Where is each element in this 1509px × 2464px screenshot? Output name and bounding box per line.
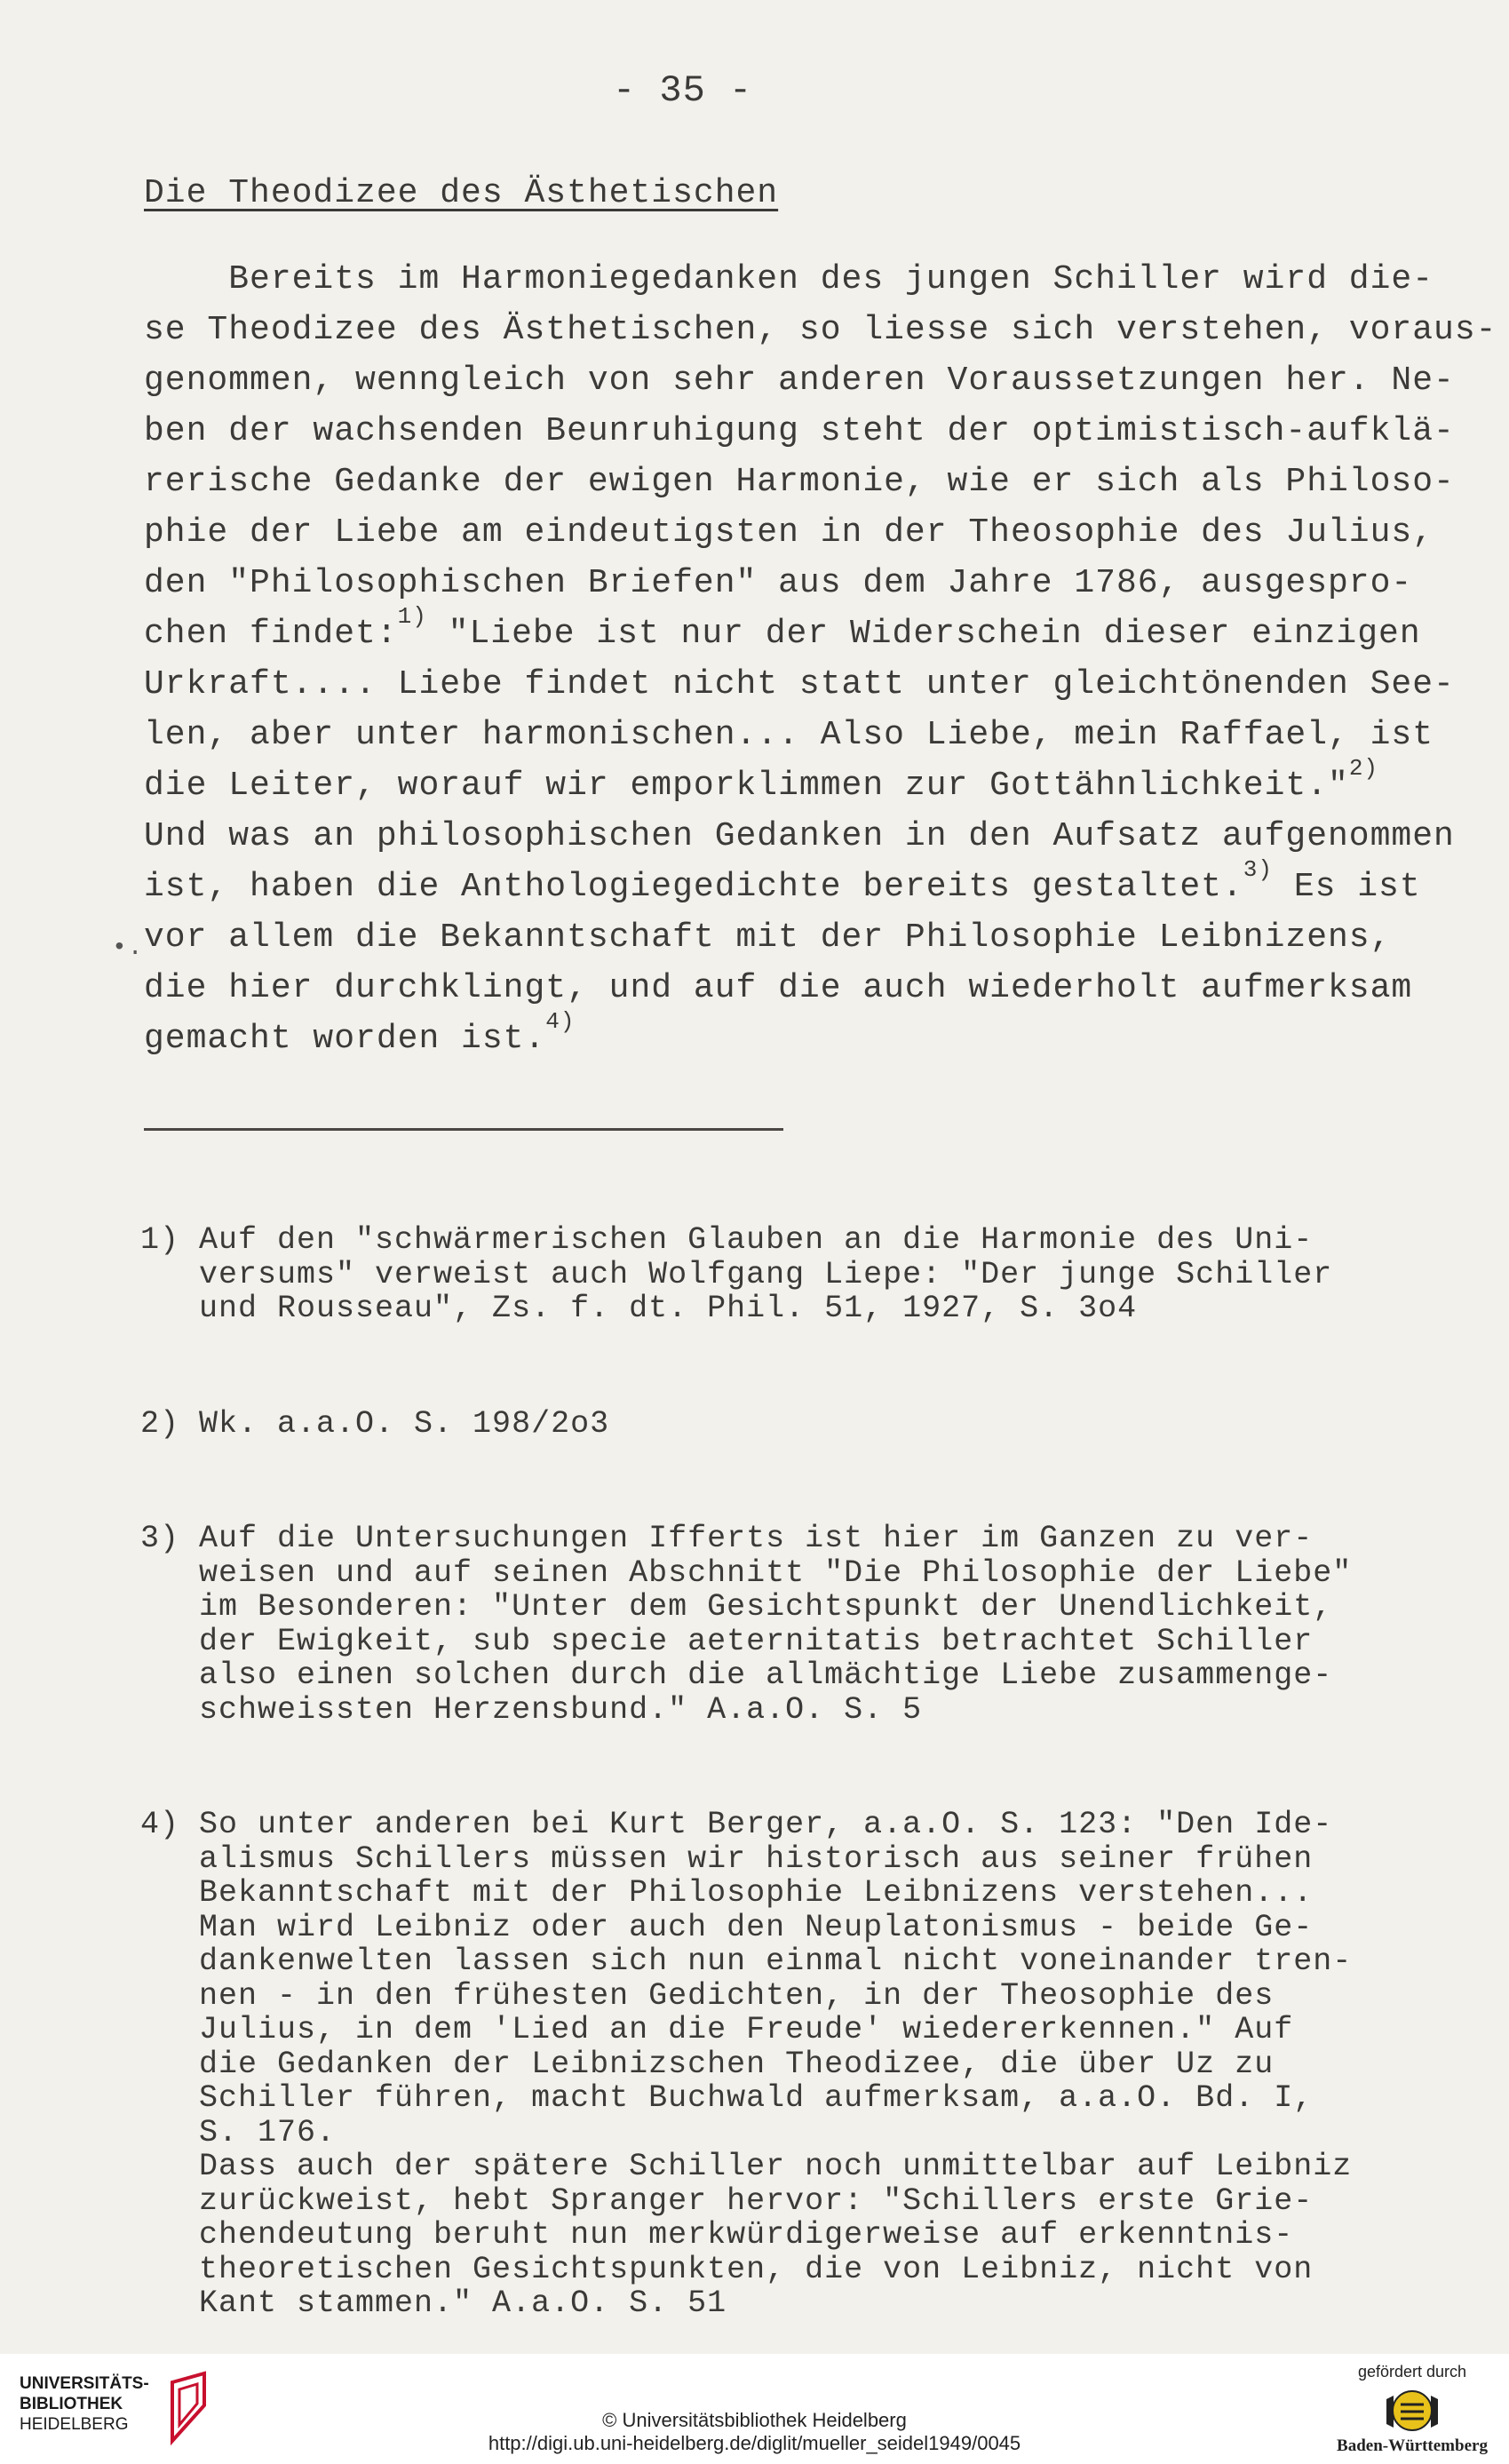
body-line: vor allem die Bekanntschaft mit der Philosophie Leibnizens, bbox=[144, 918, 1392, 957]
footnote-line: 3) Auf die Untersuchungen Ifferts ist hier im Ganzen zu ver- bbox=[140, 1521, 1314, 1556]
footnote-line: Julius, in dem 'Lied an die Freude' wiedererkennen." Auf bbox=[140, 2012, 1294, 2047]
state-crest-icon bbox=[1381, 2388, 1443, 2433]
footnote-line: 1) Auf den "schwärmerischen Glauben an die Harmonie des Uni- bbox=[140, 1222, 1314, 1258]
footnote-line: versums" verweist auch Wolfgang Liepe: "Der junge Schiller bbox=[140, 1256, 1333, 1292]
body-line: genommen, wenngleich von sehr anderen Voraussetzungen her. Ne- bbox=[144, 362, 1455, 400]
footnote-ref: 4) bbox=[545, 1008, 576, 1035]
footnote-line: Dass auch der spätere Schiller noch unmittelbar auf Leibniz bbox=[140, 2149, 1353, 2184]
funded-by-label: gefördert durch bbox=[1357, 2363, 1467, 2381]
body-line: Bereits im Harmoniegedanken des jungen Schiller wird die- bbox=[144, 260, 1434, 298]
footnote-line: 4) So unter anderen bei Kurt Berger, a.a.O. S. 123: "Den Ide- bbox=[140, 1807, 1333, 1842]
footnote-line: weisen und auf seinen Abschnitt "Die Philosophie der Liebe" bbox=[140, 1554, 1353, 1591]
footnote-line: also einen solchen durch die allmächtige Liebe zusammenge- bbox=[140, 1657, 1333, 1693]
footnote-line: im Besonderen: "Unter dem Gesichtspunkt der Unendlichkeit, bbox=[140, 1589, 1333, 1625]
footnotes bbox=[140, 1155, 1490, 2402]
funder-block bbox=[1323, 2363, 1501, 2456]
body-line: len, aber unter harmonischen... Also Liebe, mein Raffael, ist bbox=[144, 716, 1434, 754]
footnote-line: Kant stammen." A.a.O. S. 51 bbox=[140, 2285, 727, 2321]
footnote-separator bbox=[144, 1128, 783, 1131]
footnote-line: Schiller führen, macht Buchwald aufmerksam, a.a.O. Bd. I, bbox=[140, 2080, 1314, 2116]
footer-bar bbox=[0, 2354, 1509, 2464]
body-line: se Theodizee des Ästhetischen, so liesse sich verstehen, voraus- bbox=[144, 311, 1497, 349]
body-line: gemacht worden ist. bbox=[144, 1020, 546, 1058]
footnote-line: schweissten Herzensbund." A.a.O. S. 5 bbox=[140, 1691, 923, 1728]
footnote-line: zurückweist, hebt Spranger hervor: "Schillers erste Grie- bbox=[140, 2182, 1314, 2219]
body-line: Es ist bbox=[1273, 868, 1421, 906]
footnote-line: dankenwelten lassen sich nun einmal nicht voneinander tren- bbox=[140, 1943, 1353, 1979]
body-line: Und was an philosophischen Gedanken in den Aufsatz aufgenommen bbox=[144, 817, 1455, 855]
body-line: "Liebe ist nur der Widerschein dieser einzigen bbox=[426, 615, 1421, 653]
footnote-4 bbox=[140, 1808, 1490, 2321]
copyright-block bbox=[0, 2409, 1509, 2455]
page-number: - 35 - bbox=[613, 69, 753, 112]
footnote-line: chendeutung beruht nun merkwürdigerweise auf erkenntnis- bbox=[140, 2217, 1294, 2253]
body-line: die Leiter, worauf wir emporklimmen zur Gottähnlichkeit." bbox=[144, 767, 1349, 805]
body-line: rerische Gedanke der ewigen Harmonie, wie er sich als Philoso- bbox=[144, 463, 1455, 501]
body-line: phie der Liebe am eindeutigsten in der Theosophie des Julius, bbox=[144, 513, 1434, 552]
footnote-line: S. 176. bbox=[140, 2114, 337, 2150]
body-line: ben der wachsenden Beunruhigung steht der optimistisch-aufklä- bbox=[144, 412, 1455, 450]
footnote-line: nen - in den frühesten Gedichten, in der Theosophie des bbox=[140, 1977, 1275, 2014]
footnote-line: Bekanntschaft mit der Philosophie Leibnizens verstehen... bbox=[140, 1875, 1314, 1911]
body-paragraph bbox=[144, 254, 1497, 1064]
footnote-ref: 1) bbox=[397, 603, 427, 630]
page-heading: Die Theodizee des Ästhetischen bbox=[144, 174, 779, 212]
body-line: chen findet: bbox=[144, 615, 398, 653]
state-name: Baden-Württemberg bbox=[1337, 2436, 1488, 2455]
body-line: ist, haben die Anthologiegedichte bereits gestaltet. bbox=[144, 868, 1243, 906]
body-line: den "Philosophischen Briefen" aus dem Jahre 1786, ausgespro- bbox=[144, 564, 1413, 602]
library-logo-line: UNIVERSITÄTS- bbox=[20, 2374, 149, 2393]
footnote-ref: 2) bbox=[1348, 755, 1379, 782]
footnote-line: 2) Wk. a.a.O. S. 198/2o3 bbox=[140, 1405, 610, 1442]
footnote-ref: 3) bbox=[1243, 856, 1274, 883]
footnote-2 bbox=[140, 1407, 1490, 1442]
footnote-1 bbox=[140, 1223, 1490, 1326]
footnote-line: der Ewigkeit, sub specie aeternitatis betrachtet Schiller bbox=[140, 1623, 1314, 1659]
body-line: die hier durchklingt, und auf die auch wiederholt aufmerksam bbox=[144, 969, 1413, 1007]
permalink-url[interactable]: http://digi.ub.uni-heidelberg.de/diglit/mueller_seidel1949/0045 bbox=[488, 2432, 1021, 2454]
body-line: Urkraft.... Liebe findet nicht statt unter gleichtönenden See- bbox=[144, 665, 1455, 703]
footnote-line: alismus Schillers müssen wir historisch aus seiner frühen bbox=[140, 1840, 1314, 1877]
library-logo-line: HEIDELBERG bbox=[20, 2415, 129, 2434]
copyright-text: © Universitätsbibliothek Heidelberg bbox=[602, 2409, 907, 2431]
footnote-line: Man wird Leibniz oder auch den Neuplatonismus - beide Ge- bbox=[140, 1909, 1314, 1945]
margin-mark: •. bbox=[112, 934, 144, 962]
library-logo-line: BIBLIOTHEK bbox=[20, 2395, 123, 2413]
footnote-line: theoretischen Gesichtspunkten, die von Leibniz, nicht von bbox=[140, 2251, 1314, 2287]
footnote-3 bbox=[140, 1522, 1490, 1727]
footnote-line: und Rousseau", Zs. f. dt. Phil. 51, 1927, S. 3o4 bbox=[140, 1291, 1138, 1326]
footnote-line: die Gedanken der Leibnizschen Theodizee, die über Uz zu bbox=[140, 2046, 1275, 2082]
